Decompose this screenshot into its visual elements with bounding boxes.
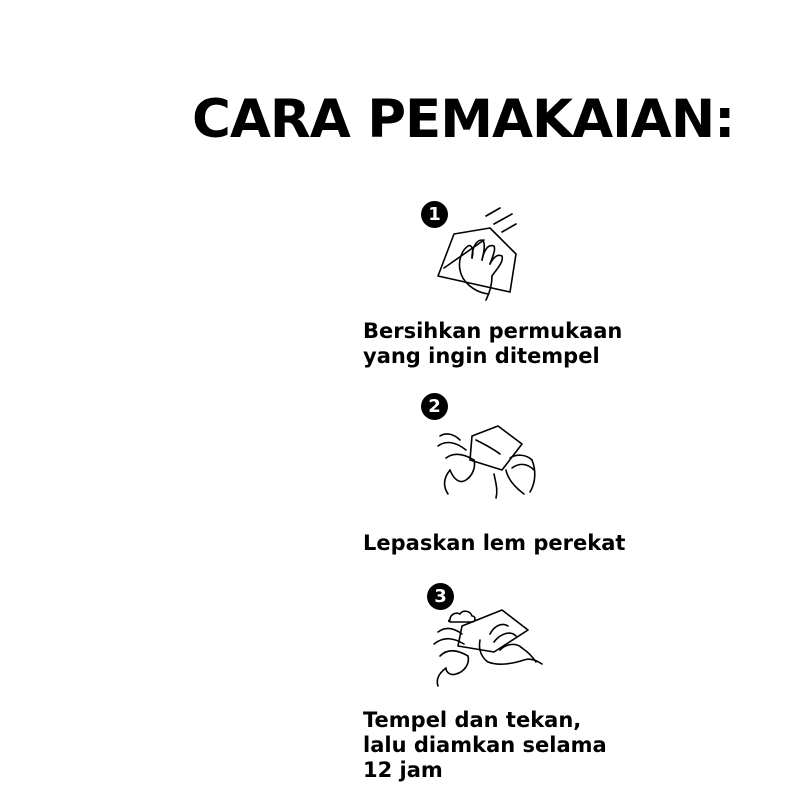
pressing-sticker-hands-icon xyxy=(432,600,544,686)
step-3-number-badge: 3 xyxy=(427,583,454,610)
step-3-caption-line-1: Tempel dan tekan, xyxy=(363,708,582,732)
step-3-caption xyxy=(363,708,607,783)
wiping-surface-hand-icon xyxy=(432,206,528,306)
step-3-caption-line-2: lalu diamkan selama xyxy=(363,733,607,757)
step-1-caption-line-2: yang ingin ditempel xyxy=(363,344,600,368)
step-1-caption xyxy=(363,319,622,369)
step-2-caption-line-1: Lepaskan lem perekat xyxy=(363,531,626,555)
page-title: CARA PEMAKAIAN: xyxy=(192,89,735,150)
step-2-caption xyxy=(363,531,625,556)
step-1-caption-line-1: Bersihkan permukaan xyxy=(363,319,623,343)
step-2-number-badge: 2 xyxy=(421,393,448,420)
peeling-adhesive-hands-icon xyxy=(436,414,540,498)
step-1-number-badge: 1 xyxy=(421,201,448,228)
step-3-caption-line-3: 12 jam xyxy=(363,758,443,782)
